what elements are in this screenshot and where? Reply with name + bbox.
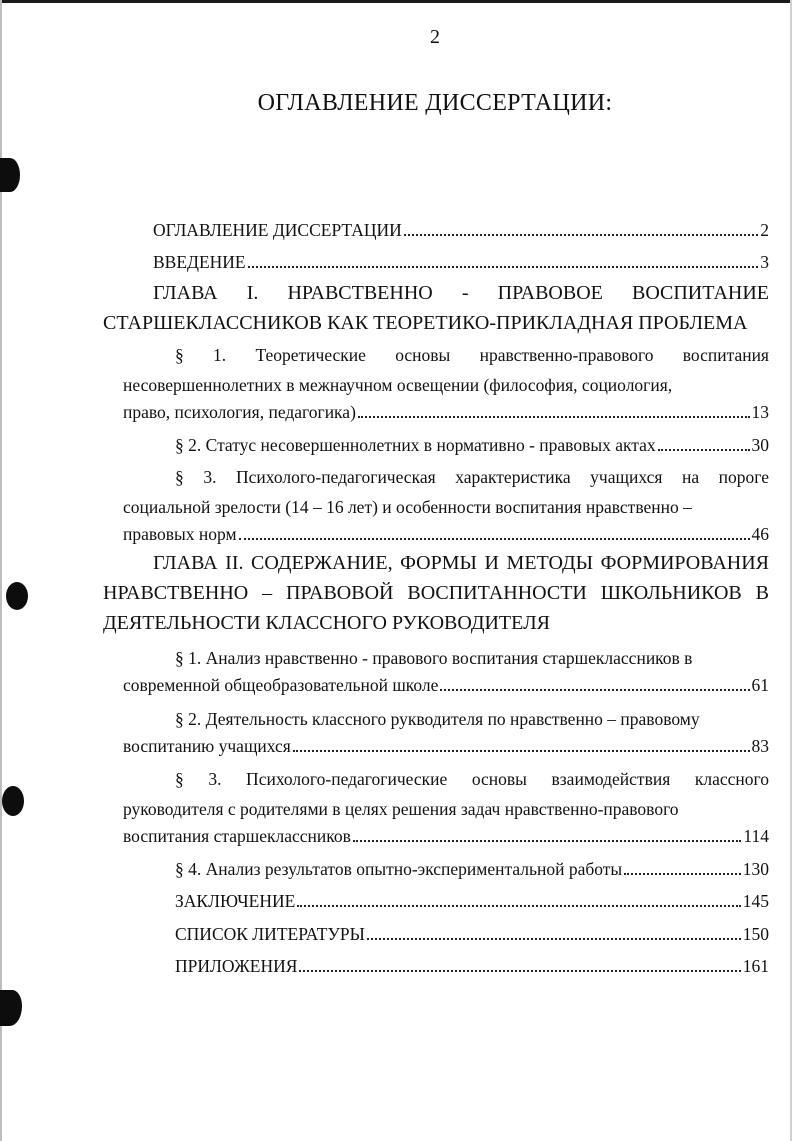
toc-section-tail: право, психология, педагогика) [123,402,356,422]
toc-section-1-3 [123,462,769,546]
toc-section-last-line [123,734,769,758]
toc-section-tail: правовых норм [123,524,237,544]
toc-entry-label: ВВЕДЕНИЕ [153,252,246,272]
toc-entry-appendices [175,954,769,978]
chapter-2-heading: ГЛАВА II. СОДЕРЖАНИЕ, ФОРМЫ И МЕТОДЫ ФОРМИРОВАНИЯ НРАВСТВЕННО – ПРАВОВОЙ ВОСПИТАННОСТИ ШКОЛЬНИКОВ В ДЕЯТЕЛЬНОСТИ КЛАССНОГО РУКОВОДИТЕЛЯ [103,552,769,634]
dot-leader [624,873,741,875]
dot-leader [297,905,740,907]
toc-entry-page: 114 [743,826,769,846]
toc-entry-label: ЗАКЛЮЧЕНИЕ [175,891,296,911]
toc-entry-conclusion [175,889,769,913]
dot-leader [353,840,741,842]
toc-section-tail: современной общеобразовательной школе [123,675,439,695]
scan-top-edge [0,0,792,3]
toc-entry-page: 83 [751,736,769,756]
page-title: ОГЛАВЛЕНИЕ ДИССЕРТАЦИИ: [257,90,613,116]
toc-section-text: § 2. Деятельность классного рукводителя по нравственно – правовому [175,709,700,729]
dot-leader [658,449,750,451]
toc-entry-page: 130 [742,859,769,879]
toc-section-1-2 [175,433,769,457]
dot-leader [367,938,741,940]
dot-leader [293,750,750,752]
toc-entry-page: 3 [760,252,769,272]
binding-hole-mark [0,158,20,192]
toc-section-text: § 4. Анализ результатов опытно-экспериментальной работы [175,859,623,879]
toc-section-text: § 3. Психолого-педагогические основы взаимодействия классного руководителя с родителями в целях решения задач нравственно-правового [123,769,769,819]
toc-section-2-2 [123,704,769,758]
toc-section-last-line [123,522,769,546]
toc-entry-page: 30 [751,435,769,455]
dot-leader [440,689,749,691]
page-number: 2 [430,26,440,48]
toc-section-tail: воспитанию учащихся [123,736,291,756]
toc-entry-page: 145 [742,891,769,911]
toc-section-last-line [123,400,769,424]
dot-leader [358,416,750,418]
dot-leader [248,266,759,268]
toc-entry-references [175,922,769,946]
chapter-1-heading: ГЛАВА I. НРАВСТВЕННО - ПРАВОВОЕ ВОСПИТАНИЕ СТАРШЕКЛАССНИКОВ КАК ТЕОРЕТИКО-ПРИКЛАДНАЯ ПРОБЛЕМА [103,282,769,334]
toc-entry-page: 2 [760,220,769,240]
binding-hole-mark [6,582,28,610]
toc-entry-contents [153,218,769,242]
toc-entry-page: 61 [751,675,769,695]
toc-section-1-1 [123,340,769,424]
toc-entry-page: 150 [742,924,769,944]
toc-section-text: § 3. Психолого-педагогическая характеристика учащихся на пороге социальной зрелости (14 – 16 лет) и особенности воспитания нравственно – [123,467,769,517]
toc-entry-label: СПИСОК ЛИТЕРАТУРЫ [175,924,365,944]
toc-entry-introduction [153,250,769,274]
toc-section-text: § 1. Анализ нравственно - правового воспитания старшеклассников в [175,648,693,668]
binding-hole-mark [2,786,24,816]
toc-section-2-3 [123,764,769,848]
toc-entry-page: 161 [742,956,769,976]
toc-entry-page: 46 [751,524,769,544]
toc-entry-label: ПРИЛОЖЕНИЯ [175,956,298,976]
dot-leader [404,234,758,236]
dot-leader [299,970,740,972]
toc-section-tail: воспитания старшеклассников [123,826,351,846]
dot-leader [239,538,750,540]
toc-section-last-line [123,673,769,697]
toc-entry-label: ОГЛАВЛЕНИЕ ДИССЕРТАЦИИ [153,220,402,240]
binding-hole-mark [0,990,22,1026]
toc-section-2-4 [175,857,769,881]
toc-section-text: § 1. Теоретические основы нравственно-правового воспитания несовершеннолетних в межнаучном освещении (философия, социология, [123,345,769,395]
toc-section-2-1 [123,643,769,697]
toc-section-last-line [123,824,769,848]
toc-entry-page: 13 [751,402,769,422]
toc-section-text: § 2. Статус несовершеннолетних в нормативно - правовых актах [175,435,656,455]
